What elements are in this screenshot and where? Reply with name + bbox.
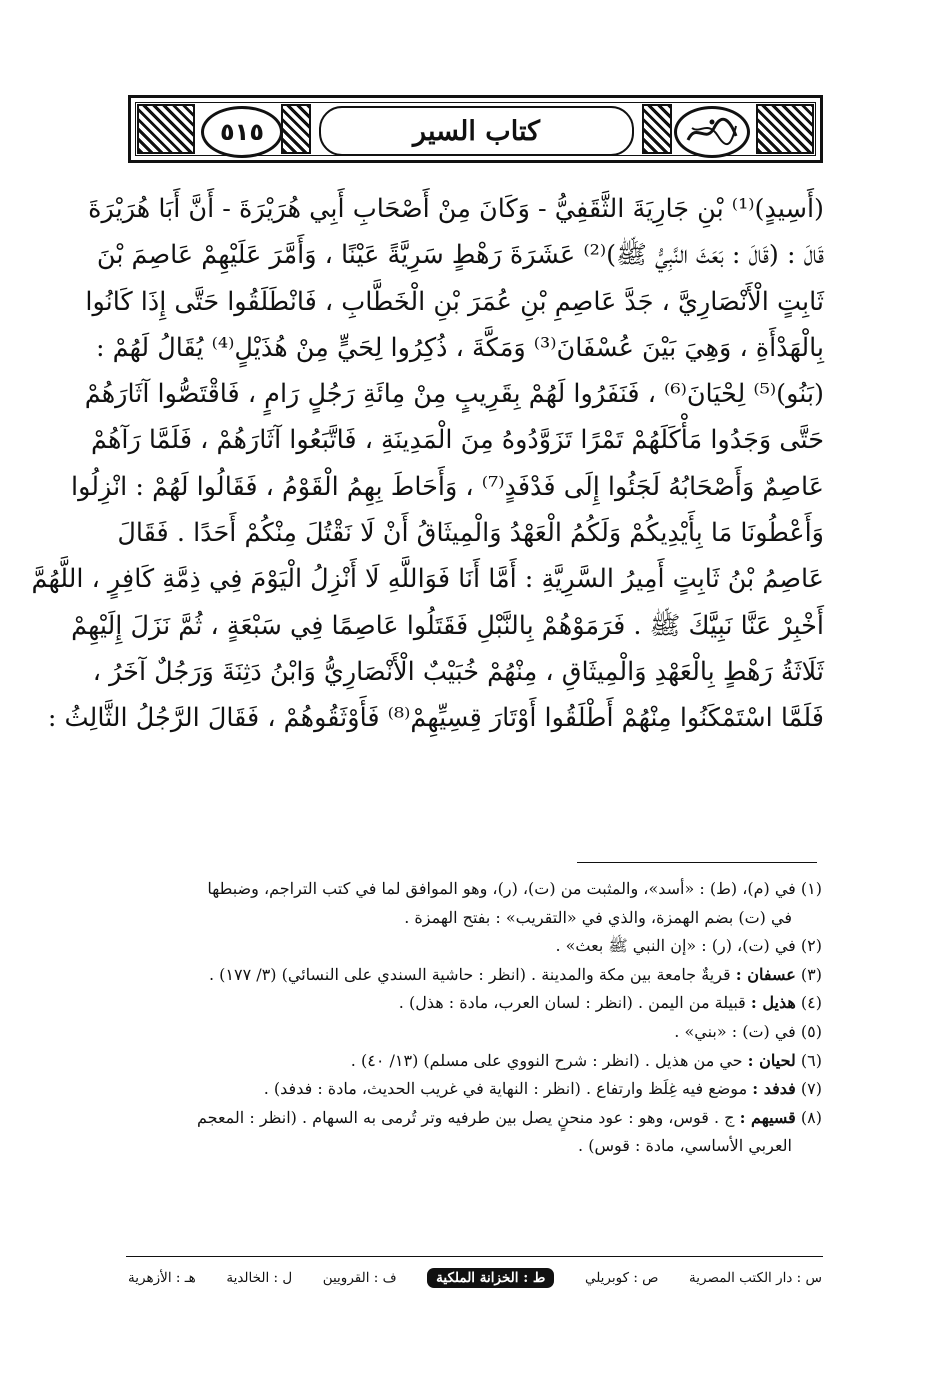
footnote-8-continued: العربي الأساسي، مادة : قوس) . bbox=[578, 1136, 792, 1156]
chapter-title: كتاب السير bbox=[319, 106, 634, 156]
footnote-1: (١) في (م)، (ط) : «أسد»، والمثبت من (ت)، (ر)، وهو الموافق لما في كتب التراجم، وضبطها bbox=[207, 879, 822, 898]
source-item: ل : الخالدية bbox=[226, 1270, 293, 1286]
text-line: (أَسِيدٍ)⁽¹⁾ بْنِ جَارِيَةَ الثَّقَفِيُّ - وَكَانَ مِنْ أَصْحَابِ أَبِي هُرَيْرَةَ - أَنَّ أَبَا هُرَيْرَةَ bbox=[88, 194, 824, 224]
footnote-number: (٨) bbox=[800, 1107, 822, 1127]
footnote-5: (٥) في (ت) : «بني» . bbox=[674, 1021, 822, 1041]
text-line: عَاصِمٌ وَأَصْحَابُهُ لَجَئُوا إِلَى فَدْفَدٍ⁽⁷⁾ ، وَأَحَاطَ بِهِمُ الْقَوْمُ ، فَقَالُوا لَهُمْ : انْزِلُوا bbox=[70, 471, 824, 502]
footnote-term: لحيان : bbox=[747, 1050, 796, 1070]
footnote-3 bbox=[128, 961, 822, 990]
footnote-4 bbox=[128, 989, 822, 1018]
text-line: عَاصِمُ بْنُ ثَابِتٍ أَمِيرُ السَّرِيَّةِ : أَمَّا أَنَا فَوَاللَّهِ لَا أَنْزِلُ الْيَوْمَ فِي ذِمَّةِ كَافِرٍ ، اللَّهُمَّ bbox=[31, 564, 824, 595]
source-item: س : دار الكتب المصرية bbox=[689, 1270, 822, 1286]
text-line: فَلَمَّا اسْتَمْكَنُوا مِنْهُمْ أَطْلَقُوا أَوْتَارَ قِسِيِّهِمْ⁽⁸⁾ فَأَوْثَقُوهُمْ ، فَقَالَ الرَّجُلُ الثَّالِثُ : bbox=[47, 703, 824, 734]
text-line: ثَلَاثَةُ رَهْطٍ بِالْعَهْدِ وَالْمِيثَاقِ ، مِنْهُمْ خُبَيْبٌ الْأَنْصَارِيُّ وَابْنُ دَثِنَةَ وَرَجُلٌ آخَرُ ، bbox=[92, 656, 824, 687]
footnote-8 bbox=[128, 1104, 822, 1133]
footnote-term: قسيهم : bbox=[739, 1107, 796, 1127]
footnote-separator bbox=[577, 862, 817, 863]
footnote-number: (٣) bbox=[800, 964, 822, 984]
footnote-body: موضع فيه غِلَظ وارتفاع . (انظر : النهاية في غريب الحديث، مادة : فدفد) . bbox=[263, 1079, 748, 1099]
footnote-body: ج . قوس، وهو : عود منحنٍ يصل بين طرفيه وتر تُرمى به السهام . (انظر : المعجم bbox=[196, 1107, 735, 1127]
ornament-left-inner bbox=[281, 104, 311, 154]
footnote-term: فدفد : bbox=[752, 1079, 796, 1099]
manuscript-sources-legend bbox=[128, 1263, 822, 1293]
text-line: حَتَّى وَجَدُوا مَأْكَلَهُمْ تَمْرًا تَزَوَّدُوهُ مِنَ الْمَدِينَةِ ، فَاتَّبَعُوا آثَارَهُمْ ، فَلَمَّا رَآهُمْ bbox=[90, 425, 824, 456]
page-header bbox=[128, 95, 823, 163]
text-line: بِالْهَدْأَةِ ، وَهِيَ بَيْنَ عُسْفَانَ⁽³⁾ وَمَكَّةَ ، ذُكِرُوا لِحَيٍّ مِنْ هُذَيْلٍ⁽⁴⁾ يُقَالُ لَهُمْ : bbox=[95, 332, 824, 363]
footnote-number: (٧) bbox=[800, 1079, 822, 1099]
text-line: وَأَعْطُونَا مَا بِأَيْدِيكُمْ وَلَكُمُ الْعَهْدُ وَالْمِيثَاقُ أَنْ لَا نَقْتُلَ مِنْكُمْ أَحَدًا . فَقَالَ bbox=[117, 518, 824, 549]
footer-rule bbox=[126, 1256, 823, 1257]
text-line: ثَابِتٍ الْأَنْصَارِيَّ ، جَدَّ عَاصِمِ بْنِ عُمَرَ بْنِ الْخَطَّابِ ، فَانْطَلَقُوا حَتَّى إِذَا كَانُوا bbox=[85, 286, 824, 317]
text-line: قَالَ : (قَالَ : بَعَثَ النَّبِيُّ ﷺ)⁽²⁾ عَشَرَةَ رَهْطٍ سَرِيَّةً عَيْنًا ، وَأَمَّرَ عَلَيْهِمْ عَاصِمَ بْنَ bbox=[96, 240, 824, 271]
footnote-body: قبيلة من اليمن . (انظر : لسان العرب، مادة : هذل) . bbox=[398, 993, 746, 1013]
footnote-body: حي من هذيل . (انظر : شرح النووي على مسلم) (١٣/ ٤٠) . bbox=[350, 1050, 743, 1070]
footnotes bbox=[128, 875, 822, 1161]
ornament-right-inner bbox=[642, 104, 672, 154]
text-line: (بَنُو)⁽⁵⁾ لِحْيَانَ⁽⁶⁾ ، فَنَفَرُوا لَهُمْ بِقَرِيبٍ مِنْ مِائَةِ رَجُلٍ رَامٍ ، فَاقْتَصُّوا آثَارَهُمْ bbox=[84, 379, 824, 410]
footnote-body: قريةٌ جامعة بين مكة والمدينة . (انظر : حاشية السندي على النسائي) (٣/ ١٧٧) . bbox=[209, 964, 731, 984]
source-item-highlighted: ط : الخزانة الملكية bbox=[427, 1268, 554, 1288]
footnote-1-continued: في (ت) بضم الهمزة، والذي في «التقريب» : بفتح الهمزة . bbox=[404, 907, 792, 927]
main-text bbox=[31, 186, 824, 742]
ornament-left-outer bbox=[137, 104, 195, 154]
calligraphy-logo-icon bbox=[682, 114, 742, 150]
source-item: ص : كوبريلي bbox=[584, 1270, 659, 1286]
footnote-number: (٤) bbox=[800, 993, 822, 1013]
footnote-7 bbox=[128, 1075, 822, 1104]
footnote-number: (٦) bbox=[800, 1050, 822, 1070]
footnote-term: هذيل : bbox=[750, 993, 796, 1013]
source-item: ف : القرويين bbox=[322, 1270, 397, 1286]
footnote-term: عسفان : bbox=[735, 964, 796, 984]
publisher-logo bbox=[674, 106, 750, 158]
footnote-2: (٢) في (ت)، (ر) : «إن النبي ﷺ بعث» . bbox=[555, 936, 822, 956]
footnote-6 bbox=[128, 1047, 822, 1076]
text-line: أَخْبِرْ عَنَّا نَبِيَّكَ ﷺ . فَرَمَوْهُمْ بِالنَّبْلِ فَقَتَلُوا عَاصِمًا فِي سَبْعَةٍ ، ثُمَّ نَزَلَ إِلَيْهِمْ bbox=[71, 610, 824, 641]
ornament-right-outer bbox=[756, 104, 814, 154]
source-item: هـ : الأزهرية bbox=[128, 1270, 196, 1286]
page-number: ٥١٥ bbox=[201, 106, 283, 158]
